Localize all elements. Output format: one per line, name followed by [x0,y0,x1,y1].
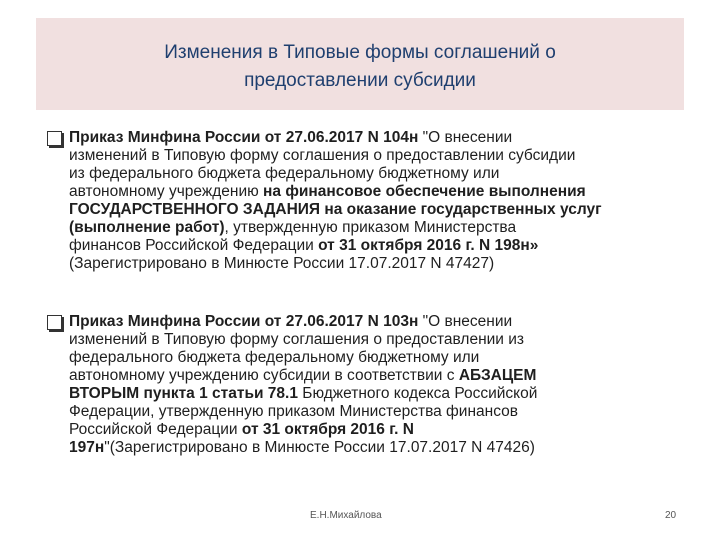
bold-segment: от 31 октября 2016 г. N 198н» [318,237,539,254]
order-reference: Приказ Минфина России от 27.06.2017 N 103н [69,313,419,330]
item-1-line-1 [69,129,512,146]
slide-title-line-2: предоставлении субсидии [244,70,476,91]
page-number: 20 [665,510,677,521]
item-2-line-4 [69,367,536,384]
text-segment: "О внесении [418,313,513,330]
text-segment: финансов Российской Федерации [69,237,319,254]
text-segment: изменений в Типовую форму соглашения о предоставлении субсидии [69,147,576,164]
text-segment: , утвержденную приказом Министерства [224,219,517,236]
checkbox-bullet-icon [47,315,62,330]
item-1-line-8 [69,255,494,272]
order-reference: Приказ Минфина России от 27.06.2017 N 104н [69,129,419,146]
bold-segment: (выполнение работ) [69,219,225,236]
item-1-line-6 [69,219,516,236]
item-1-line-3 [69,165,499,182]
slide-title-line-1: Изменения в Типовые формы соглашений о [164,42,556,63]
text-segment: Российской Федерации [69,421,242,438]
item-1-line-7 [69,237,538,254]
bold-segment: ВТОРЫМ пункта 1 статьи 78.1 [69,385,298,402]
text-segment: "О внесении [418,129,513,146]
text-segment: (Зарегистрировано в Минюсте России 17.07.2017 N 47427) [69,255,495,272]
text-segment: "(Зарегистрировано в Минюсте России 17.07.2017 N 47426) [104,439,535,456]
bold-segment: от 31 октября 2016 г. N [241,421,414,438]
checkbox-bullet-icon [47,131,62,146]
item-1-line-4 [69,183,586,200]
item-2-line-5 [69,385,537,402]
text-segment: автономному учреждению субсидии в соответствии с [69,367,459,384]
bold-segment: АБЗАЦЕМ [458,367,537,384]
item-2-line-6 [69,403,518,420]
text-segment: Бюджетного кодекса Российской [297,385,538,402]
bold-segment: 197н [69,439,105,456]
item-2-line-8 [69,439,535,456]
footer-author: Е.Н.Михайлова [310,510,382,521]
text-segment: из федерального бюджета федеральному бюджетному или [69,165,500,182]
item-2-line-7 [69,421,414,438]
item-1-line-2 [69,147,575,164]
item-2-line-3 [69,349,479,366]
item-2-line-1 [69,313,512,330]
item-1-line-5 [69,201,602,218]
bold-segment: на финансовое обеспечение выполнения [263,183,586,200]
text-segment: автономному учреждению [69,183,264,200]
slide-title-box [36,18,684,110]
text-segment: федерального бюджета федеральному бюджетному или [69,349,480,366]
bold-segment: ГОСУДАРСТВЕННОГО ЗАДАНИЯ на оказание государственных услуг [69,201,602,218]
text-segment: изменений в Типовую форму соглашения о предоставлении из [69,331,525,348]
text-segment: Федерации, утвержденную приказом Министерства финансов [69,403,518,420]
item-2-line-2 [69,331,524,348]
